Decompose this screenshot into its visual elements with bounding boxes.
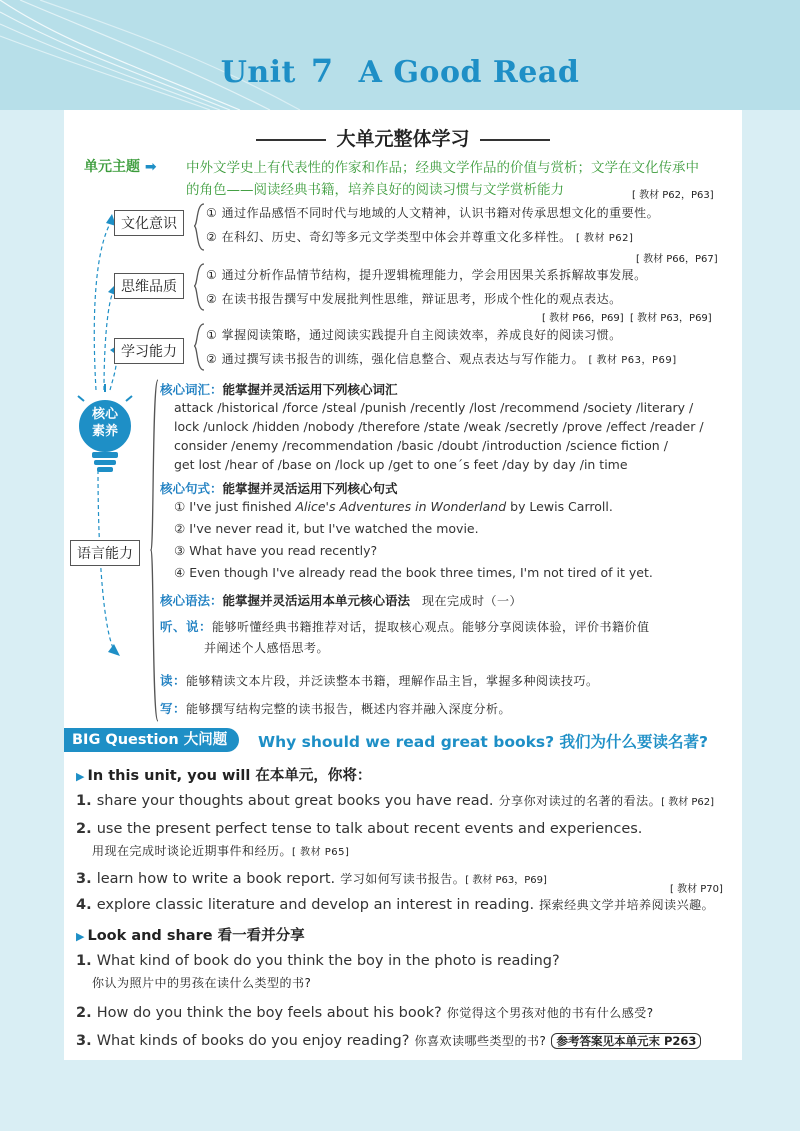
unit-will-item-4: 4. explore classic literature and develop an interest in reading. 探索经典文学并培养阅读兴趣。 — [76, 897, 715, 913]
page-header — [0, 0, 800, 110]
sentence-1: ① I've just finished Alice's Adventures in Wonderland by Lewis Carroll. — [174, 499, 613, 514]
look-share-heading: ▶ Look and share 看一看并分享 — [76, 928, 305, 944]
thinking-brace — [192, 262, 206, 312]
big-question-text: Why should we read great books? 我们为什么要读名著? — [258, 733, 709, 751]
learning-item-2: ② 通过撰写读书报告的训练，强化信息整合、观点表达与写作能力。 [ 教材 P63，P69] — [206, 352, 677, 366]
title-rule-right — [480, 139, 550, 141]
sentence-heading: 核心句式：能掌握并灵活运用下列核心句式 — [160, 481, 398, 496]
thinking-item-2: ② 在读书报告撰写中发展批判性思维，辩证思考，形成个性化的观点表达。 — [206, 292, 622, 306]
thinking-item-2-refs: [ 教材 P66，P69] [ 教材 P63，P69] — [542, 313, 712, 324]
unit-will-item-3: 3. learn how to write a book report. 学习如何写读书报告。[ 教材 P63，P69] — [76, 871, 547, 887]
language-ability-box: 语言能力 — [70, 540, 140, 566]
theme-line-1: 中外文学史上有代表性的作家和作品；经典文学作品的价值与赏析；文学在文化传承中 — [186, 160, 699, 176]
learning-brace — [192, 322, 206, 372]
culture-awareness-box: 文化意识 — [114, 210, 184, 236]
big-question-badge: BIG Question 大问题 — [64, 728, 239, 752]
vocab-line-2: lock /unlock /hidden /nobody /therefore /state /weak /secretly /prove /effect /reader / — [174, 419, 704, 434]
vocab-line-4: get lost /hear of /base on /lock up /get to one´s feet /day by day /in time — [174, 457, 628, 472]
triangle-bullet-icon: ▶ — [76, 770, 85, 783]
unit-will-item-4-ref: [ 教材 P70] — [670, 884, 723, 895]
learning-ability-box: 学习能力 — [114, 338, 184, 364]
unit-will-item-1: 1. share your thoughts about great books you have read. 分享你对读过的名著的看法。[ 教材 P62] — [76, 793, 715, 809]
vocab-line-3: consider /enemy /recommendation /basic /doubt /introduction /science fiction / — [174, 438, 668, 453]
sentence-4: ④ Even though I've already read the book three times, I'm not tired of it yet. — [174, 565, 653, 580]
look-share-item-2: 2. How do you think the boy feels about his book? 你觉得这个男孩对他的书有什么感受? — [76, 1005, 654, 1021]
triangle-bullet-icon: ▶ — [76, 930, 85, 943]
unit-title: Unit 7 A Good Read — [220, 52, 580, 90]
theme-textbook-ref: [ 教材 P62，P63] — [632, 190, 714, 201]
section-title: 大单元整体学习 — [64, 124, 742, 151]
sentence-2: ② I've never read it, but I've watched the movie. — [174, 521, 479, 536]
reading-line: 读：能够精读文本片段，并泛读整本书籍，理解作品主旨，掌握多种阅读技巧。 — [160, 673, 599, 688]
look-share-item-1: 1. What kind of book do you think the boy in the photo is reading? — [76, 953, 560, 969]
content-panel — [64, 110, 742, 1060]
vocab-heading: 核心词汇：能掌握并灵活运用下列核心词汇 — [160, 382, 398, 397]
look-share-item-3: 3. What kinds of books do you enjoy reading? 你喜欢读哪些类型的书? 参考答案见本单元末 P263 — [76, 1030, 701, 1049]
unit-will-heading: ▶ In this unit, you will 在本单元，你将： — [76, 768, 372, 784]
title-rule-left — [256, 139, 326, 141]
culture-brace — [192, 202, 206, 252]
theme-line-2: 的角色——阅读经典书籍，培养良好的阅读习惯与文学赏析能力 — [186, 182, 564, 198]
writing-line: 写：能够撰写结构完整的读书报告，概述内容并融入深度分析。 — [160, 701, 512, 716]
sentence-3: ③ What have you read recently? — [174, 543, 378, 558]
listen-speak-line-2: 并阐述个人感悟思考。 — [204, 641, 330, 655]
grammar-heading: 核心语法：能掌握并灵活运用本单元核心语法 现在完成时（一） — [160, 593, 522, 608]
look-share-item-1-cn: 你认为照片中的男孩在读什么类型的书? — [92, 976, 312, 990]
culture-item-2: ② 在科幻、历史、奇幻等多元文学类型中体会并尊重文化多样性。 [ 教材 P62] — [206, 230, 634, 244]
unit-will-item-2: 2. use the present perfect tense to talk about recent events and experiences. — [76, 821, 643, 837]
culture-item-1: ① 通过作品感悟不同时代与地域的人文精神，认识书籍对传承思想文化的重要性。 — [206, 206, 660, 220]
theme-label: 单元主题 ➡ — [84, 159, 157, 175]
thinking-quality-box: 思维品质 — [114, 273, 184, 299]
thinking-ref-top: [ 教材 P66，P67] — [636, 254, 718, 265]
vocab-line-1: attack /historical /force /steal /punish /recently /lost /recommend /society /literary / — [174, 400, 694, 415]
listen-speak-line-1: 听、说：能够听懂经典书籍推荐对话，提取核心观点。能够分享阅读体验，评价书籍价值 — [160, 619, 650, 634]
answer-reference-box: 参考答案见本单元末 P263 — [551, 1033, 701, 1049]
core-literacy-label: 核心 素养 — [91, 407, 118, 439]
unit-will-item-2-cn: 用现在完成时谈论近期事件和经历。[ 教材 P65] — [92, 844, 350, 858]
learning-item-1: ① 掌握阅读策略，通过阅读实践提升自主阅读效率，养成良好的阅读习惯。 — [206, 328, 622, 342]
language-brace — [150, 378, 160, 723]
thinking-item-1: ① 通过分析作品情节结构，提升逻辑梳理能力，学会用因果关系拆解故事发展。 — [206, 268, 647, 282]
theme-arrow-icon: ➡ — [144, 159, 157, 175]
